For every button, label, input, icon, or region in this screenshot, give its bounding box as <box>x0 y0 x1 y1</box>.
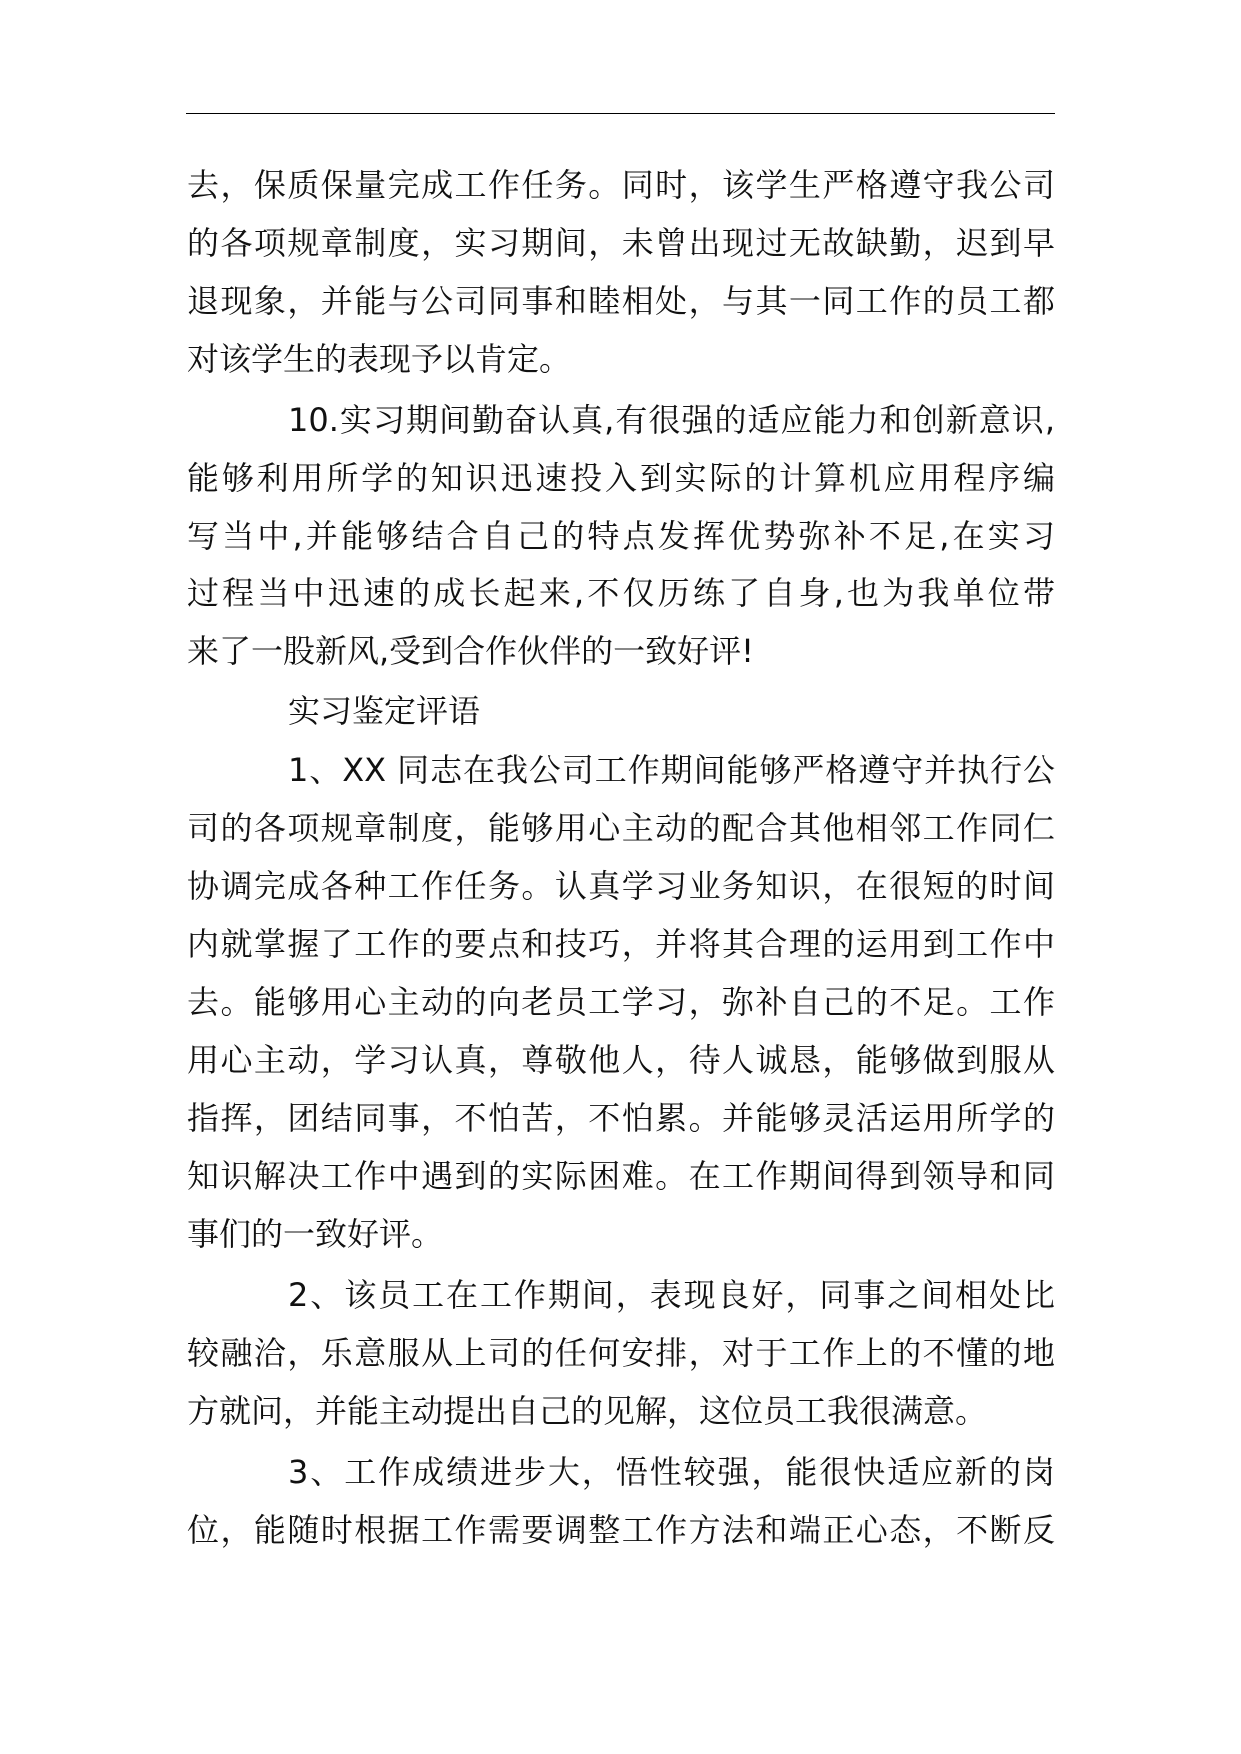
text-line: 对该学生的表现予以肯定。 <box>187 340 572 378</box>
text-line: 来了一股新风,受到合作伙伴的一致好评! <box>187 632 755 670</box>
text-line: 去，保质保量完成工作任务。同时，该学生严格遵守我公司 <box>187 166 1055 204</box>
text-line: 位，能随时根据工作需要调整工作方法和端正心态，不断反 <box>187 1511 1055 1549</box>
text-line: 过程当中迅速的成长起来,不仅历练了自身,也为我单位带 <box>187 574 1055 612</box>
text-line: 方就问，并能主动提出自己的见解，这位员工我很满意。 <box>187 1392 988 1430</box>
text-line: 退现象，并能与公司同事和睦相处，与其一同工作的员工都 <box>187 282 1055 320</box>
text-line: 写当中,并能够结合自己的特点发挥优势弥补不足,在实习 <box>187 517 1055 555</box>
text-line: 知识解决工作中遇到的实际困难。在工作期间得到领导和同 <box>187 1157 1055 1195</box>
text-line: 2、该员工在工作期间，表现良好，同事之间相处比 <box>288 1276 1055 1314</box>
header-rule <box>186 113 1055 114</box>
text-line: 事们的一致好评。 <box>187 1215 444 1253</box>
text-line: 用心主动，学习认真，尊敬他人，待人诚恳，能够做到服从 <box>187 1041 1055 1079</box>
section-heading: 实习鉴定评语 <box>288 692 481 730</box>
text-line: 10.实习期间勤奋认真,有很强的适应能力和创新意识, <box>288 401 1055 439</box>
text-line: 3、工作成绩进步大，悟性较强，能很快适应新的岗 <box>288 1453 1055 1491</box>
text-line: 内就掌握了工作的要点和技巧，并将其合理的运用到工作中 <box>187 925 1055 963</box>
text-line: 协调完成各种工作任务。认真学习业务知识，在很短的时间 <box>187 867 1055 905</box>
text-line: 能够利用所学的知识迅速投入到实际的计算机应用程序编 <box>187 459 1055 497</box>
text-line: 指挥，团结同事，不怕苦，不怕累。并能够灵活运用所学的 <box>187 1099 1055 1137</box>
text-line: 较融洽，乐意服从上司的任何安排，对于工作上的不懂的地 <box>187 1334 1055 1372</box>
text-line: 的各项规章制度，实习期间，未曾出现过无故缺勤，迟到早 <box>187 224 1055 262</box>
text-line: 去。能够用心主动的向老员工学习，弥补自己的不足。工作 <box>187 983 1055 1021</box>
text-line: 司的各项规章制度，能够用心主动的配合其他相邻工作同仁 <box>187 809 1055 847</box>
text-line: 1、XX 同志在我公司工作期间能够严格遵守并执行公 <box>288 751 1055 789</box>
